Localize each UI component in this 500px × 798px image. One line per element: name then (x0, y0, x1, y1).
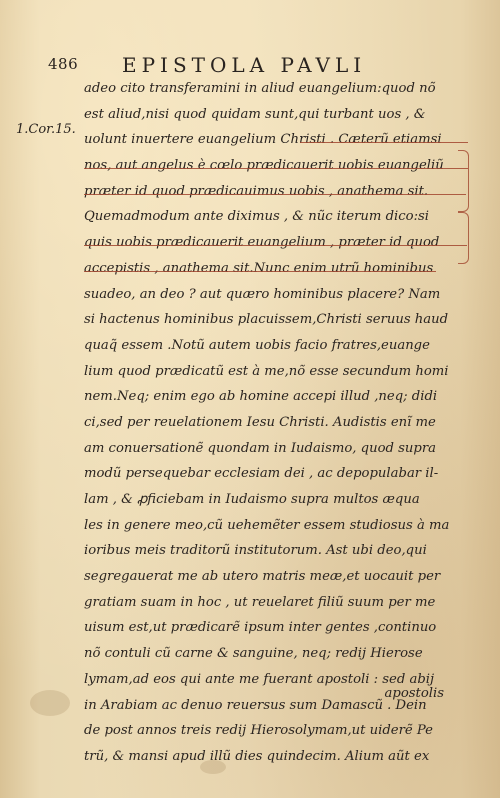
text-line: uisum est,ut prædicarẽ ipsum inter gentes ,continuo (84, 620, 437, 636)
text-line: les in genere meo,cũ uehemẽter essem studiosus à ma (84, 517, 450, 533)
page-number: 486 (48, 55, 79, 73)
text-line: est aliud,nisi quod quidam sunt,qui turbant uos , & (84, 106, 426, 122)
catchword: apostolis (384, 686, 444, 701)
text-line: lam , & ꝓficiebam in Iudaismo supra multos æqua (84, 492, 420, 507)
text-line: ci,sed per reuelationem Iesu Christi. Audistis enĩ me (84, 414, 436, 430)
handwritten-bracket (458, 212, 469, 264)
text-line: lymam,ad eos qui ante me fuerant apostoli : sed abij (84, 671, 435, 687)
text-line: uolunt inuertere euangelium Christi . Cæterũ etiamsi (84, 132, 442, 148)
handwritten-underline (300, 142, 468, 143)
text-block (84, 76, 494, 770)
text-line: quaq̃ essem .Notũ autem uobis facio fratres,euange (84, 337, 430, 353)
text-line: præter id quod prædicauimus uobis , anathema sit. (84, 183, 429, 199)
text-line: modũ persequebar ecclesiam dei , ac depopulabar il- (84, 466, 439, 482)
text-line: am conuersationẽ quondam in Iudaismo, quod supra (84, 440, 437, 456)
text-line: si hactenus hominibus placuissem,Christi seruus haud (84, 312, 449, 328)
text-line: trũ, & mansi apud illũ dies quindecim. Alium aũt ex (84, 748, 430, 764)
handwritten-underline (84, 194, 466, 195)
text-line: nem.Neq; enim ego ab homine accepi illud ,neq; didi (84, 389, 438, 405)
handwritten-underline (84, 245, 467, 246)
text-line: lium quod prædicatũ est à me,nõ esse secundum homi (84, 363, 449, 379)
text-line: quis uobis prædicauerit euangelium , præter id quod (84, 235, 440, 251)
text-line: ioribus meis traditorũ institutorum. Ast ubi deo,qui (84, 543, 427, 559)
text-line: suadeo, an deo ? aut quæro hominibus placere? Nam (84, 286, 441, 302)
handwritten-underline (84, 271, 436, 272)
handwritten-bracket (458, 150, 469, 212)
text-line: segregauerat me ab utero matris meæ,et uocauit per (84, 569, 441, 585)
handwritten-underline (84, 168, 468, 169)
running-head: EPISTOLA PAVLI (122, 53, 367, 77)
text-line: accepistis , anathema sit.Nunc enim utrũ hominibus (84, 260, 434, 276)
margin-note-reference: 1.Cor.15. (16, 122, 76, 137)
paper-stain (30, 690, 70, 716)
text-line: in Arabiam ac denuo reuersus sum Damascũ . Dein (84, 697, 427, 713)
text-line: nõ contuli cũ carne & sanguine, neq; redij Hierose (84, 646, 423, 662)
text-line: adeo cito transferamini in aliud euangelium:quod nõ (84, 81, 436, 96)
text-line: Quemadmodum ante diximus , & nũc iterum dico:si (84, 209, 430, 225)
text-line: nos, aut angelus è cœlo prædicauerit uobis euangeliũ (84, 158, 444, 174)
text-line: gratiam suam in hoc , ut reuelaret filiũ suum per me (84, 594, 436, 610)
text-line: de post annos treis redij Hierosolymam,ut uiderẽ Pe (84, 723, 433, 739)
